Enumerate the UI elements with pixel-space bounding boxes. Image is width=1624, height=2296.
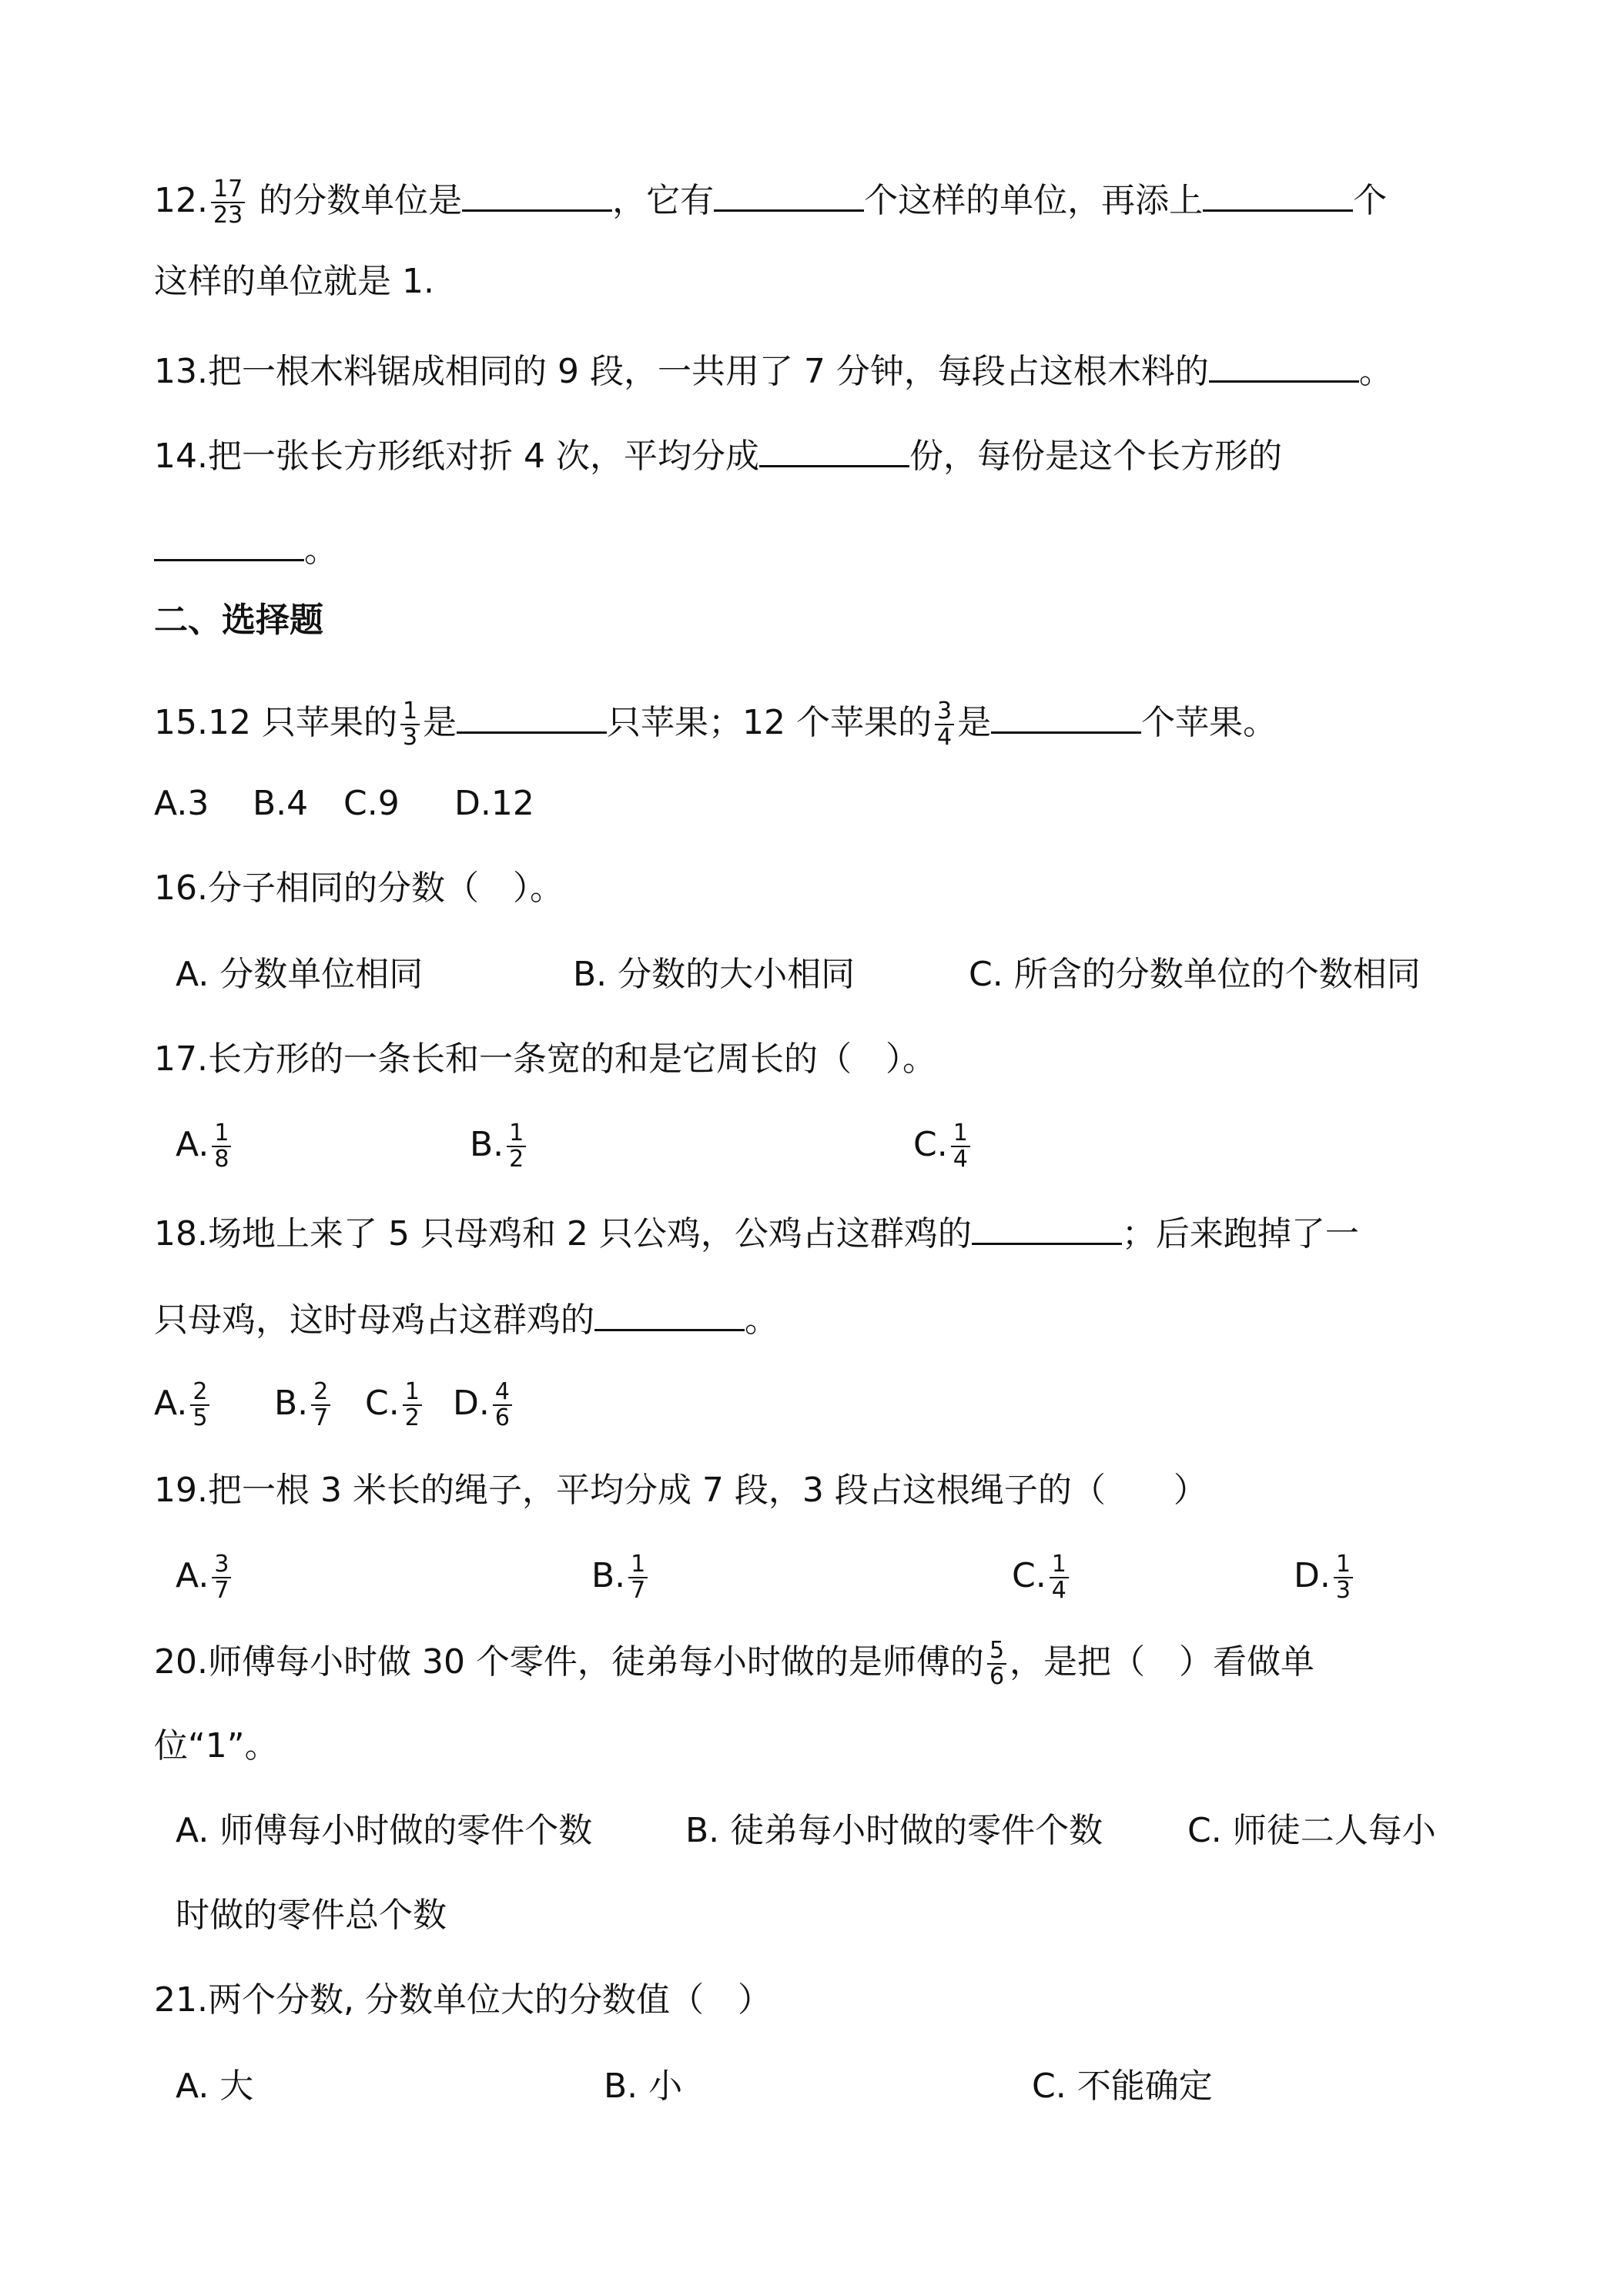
q12-fraction: $\frac{17}{23}$: [211, 177, 245, 228]
q18-option-c[interactable]: C. $\frac{1}{2}$: [365, 1380, 425, 1431]
q14-line1: 14.把一张长方形纸对折 4 次，平均分成 份，每份是这个长方形的: [154, 430, 1282, 476]
q19-option-b[interactable]: B. $\frac{1}{7}$: [591, 1552, 651, 1603]
q14-blank-2[interactable]: [154, 524, 304, 561]
section-heading-choice: 二、选择题: [154, 601, 323, 640]
q15-options: [154, 781, 616, 827]
q19-option-c[interactable]: C. $\frac{1}{4}$: [1012, 1552, 1072, 1603]
q15-blank-1[interactable]: [457, 696, 607, 734]
q15-fraction-1: $\frac{1}{3}$: [400, 699, 420, 750]
q21-option-b[interactable]: B. 小: [604, 2067, 683, 2106]
q12-blank-2[interactable]: [714, 174, 864, 212]
q12-blank-1[interactable]: [462, 174, 612, 212]
q18-blank-2[interactable]: [594, 1294, 745, 1331]
q16-option-a[interactable]: A. 分数单位相同: [176, 955, 424, 994]
q20-fraction: $\frac{5}{6}$: [987, 1638, 1006, 1689]
q12-line1: 12. $\frac{17}{23}$ 的分数单位是 ，它有 个这样的单位，再添上 个: [154, 176, 1388, 229]
q12-number: 12.: [154, 181, 208, 220]
q12-blank-3[interactable]: [1203, 174, 1353, 212]
q17-option-b[interactable]: B. $\frac{1}{2}$: [470, 1121, 529, 1172]
q18-options: [154, 1378, 693, 1431]
q16-options: [176, 952, 1485, 998]
q14-blank-1[interactable]: [759, 430, 909, 467]
q18-option-d[interactable]: D. $\frac{4}{6}$: [453, 1380, 515, 1431]
q19-option-a[interactable]: A. $\frac{3}{7}$: [176, 1552, 234, 1603]
q20-option-c[interactable]: C. 师徒二人每小: [1187, 1811, 1436, 1850]
q15-line: 15.12 只苹果的 $\frac{1}{3}$ 是 只苹果；12 个苹果的 $\frac{3}{4}$ 是 个苹果。: [154, 698, 1277, 751]
q13-line: 13.把一根木料锯成相同的 9 段，一共用了 7 分钟，每段占这根木料的 。: [154, 345, 1393, 391]
q21-question: 21.两个分数, 分数单位大的分数值（ ）: [154, 1980, 772, 2020]
q15-option-c[interactable]: C.9: [343, 784, 400, 823]
q21-option-c[interactable]: C. 不能确定: [1032, 2067, 1213, 2106]
q20-line2: 位“1”。: [154, 1726, 279, 1766]
q20-option-b[interactable]: B. 徒弟每小时做的零件个数: [685, 1811, 1103, 1850]
q18-option-a[interactable]: A. $\frac{2}{5}$: [154, 1380, 213, 1431]
q19-question: 19.把一根 3 米长的绳子，平均分成 7 段，3 段占这根绳子的（ ）: [154, 1471, 1207, 1510]
q20-option-c-continued: 时做的零件总个数: [176, 1896, 447, 1935]
q12-line2: 这样的单位就是 1.: [154, 262, 434, 301]
q19-option-d[interactable]: D. $\frac{1}{3}$: [1294, 1552, 1356, 1603]
q20-option-a[interactable]: A. 师傅每小时做的零件个数: [176, 1811, 593, 1850]
q15-option-d[interactable]: D.12: [454, 784, 534, 823]
q21-options: [176, 2063, 1254, 2110]
q18-blank-1[interactable]: [972, 1207, 1122, 1245]
q17-options: [176, 1120, 1100, 1173]
q14-line2: 。: [154, 524, 338, 570]
q18-line2: 只母鸡，这时母鸡占这群鸡的 。: [154, 1294, 779, 1340]
q17-option-c[interactable]: C. $\frac{1}{4}$: [913, 1121, 973, 1172]
q17-option-a[interactable]: A. $\frac{1}{8}$: [176, 1121, 234, 1172]
q13-blank[interactable]: [1209, 345, 1359, 383]
q15-option-b[interactable]: B.4: [253, 784, 309, 823]
q15-blank-2[interactable]: [991, 696, 1141, 734]
q18-option-b[interactable]: B. $\frac{2}{7}$: [274, 1380, 333, 1431]
q16-question: 16.分子相同的分数（ ）。: [154, 869, 564, 908]
q16-option-c[interactable]: C. 所含的分数单位的个数相同: [969, 955, 1421, 994]
q19-options: [176, 1551, 1408, 1604]
q17-question: 17.长方形的一条长和一条宽的和是它周长的（ ）。: [154, 1039, 936, 1079]
q21-option-a[interactable]: A. 大: [176, 2067, 254, 2106]
q15-option-a[interactable]: A.3: [154, 784, 209, 823]
q15-fraction-2: $\frac{3}{4}$: [935, 699, 954, 750]
q20-line1: 20.师傅每小时做 30 个零件，徒弟每小时做的是师傅的 $\frac{5}{6}$ ，是把（ ）看做单: [154, 1637, 1315, 1690]
q16-option-b[interactable]: B. 分数的大小相同: [573, 955, 856, 994]
q18-line1: 18.场地上来了 5 只母鸡和 2 只公鸡，公鸡占这群鸡的 ；后来跑掉了一: [154, 1207, 1359, 1253]
q20-options: [176, 1808, 1485, 1854]
